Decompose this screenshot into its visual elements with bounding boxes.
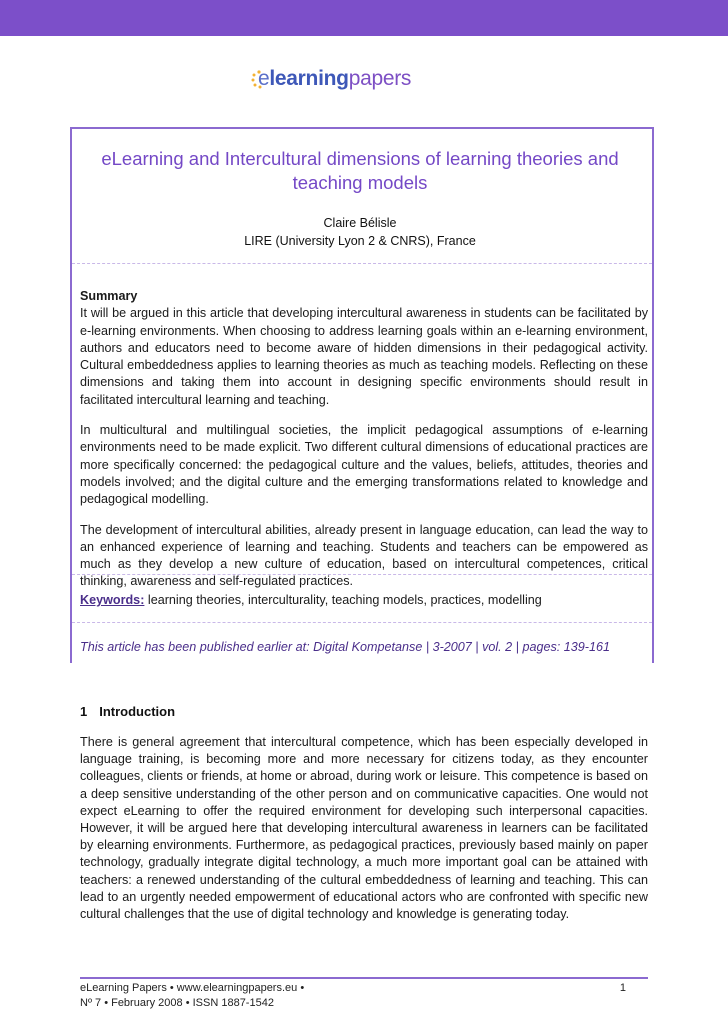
keywords-text: learning theories, interculturality, teaching models, practices, modelling (144, 593, 542, 607)
footer-divider (80, 977, 648, 979)
footer-line-2: Nº 7 • February 2008 • ISSN 1887-1542 (80, 997, 274, 1009)
section-number: 1 (80, 704, 88, 719)
keywords-label: Keywords: (80, 593, 145, 607)
footer-line-1: eLearning Papers • www.elearningpapers.eu • (80, 982, 305, 994)
author-affiliation: LIRE (University Lyon 2 & CNRS), France (244, 234, 476, 248)
divider (72, 622, 652, 623)
author-name: Claire Bélisle (323, 216, 397, 230)
summary-heading: Summary (80, 289, 138, 303)
summary-paragraph: It will be argued in this article that developing intercultural awareness in students can be facilitated by e-learning environments. When choosing to address learning goals within an e-learning environment, authors and educators need to become aware of hidden dimensions in their pedagogical activity. Cultural embeddedness applies to learning theories as much as teaching models. Reflecting on these dimensions and taking them into account in designing specific environments should result in facilitated intercultural learning and teaching. (80, 306, 648, 407)
header-bar (0, 0, 728, 36)
section-title: Introduction (99, 704, 176, 719)
section-heading (80, 704, 175, 719)
divider (72, 263, 652, 264)
article-title: eLearning and Intercultural dimensions of learning theories and teaching models (101, 148, 619, 193)
section-body: There is general agreement that intercultural competence, which has been especially developed in language training, is becoming more and more necessary for citizens today, as they encounter colleagues, clients or friends, at home or abroad, during work or leisure. This competence is based on a deep sensitive understanding of the other person and on communicative capacities. One would not expect eLearning to offer the required environment for developing such interpersonal capacities. However, it will be argued here that developing intercultural awareness in learners can be facilitated by elearning environments. Furthermore, as pedagogical practices, previously based mainly on paper technology, gradually integrate digital technology, a much more important goal can be attained with teachers: a renewed understanding of the cultural embeddedness of learning and teaching. This can lead to an urgently needed empowerment of educational actors who are confronted with specific new cultural challenges that the use of digital technology and knowledge is generating today. (80, 735, 648, 922)
summary-section (80, 288, 648, 604)
page-number: 1 (619, 982, 626, 994)
page-footer (80, 981, 648, 1011)
summary-paragraph: In multicultural and multilingual societies, the implicit pedagogical assumptions of e-learning environments need to be made explicit. Two different cultural dimensions of educational practices are more specifically concerned: the pedagogical culture and the values, beliefs, attitudes, theories and models involved; and the digital culture and the emerging transformations related to knowledge and pedagogical modelling. (80, 423, 648, 507)
keywords-line (80, 592, 648, 609)
elearningpapers-logo: elearningpapers (258, 67, 412, 90)
published-note: This article has been published earlier at: Digital Kompetanse | 3-2007 | vol. 2 | pages: 139-161 (80, 640, 610, 654)
summary-paragraph: The development of intercultural abilities, already present in language education, can lead the way to an enhanced experience of learning and teaching. Students and teachers can be empowered as much as they develop a new culture of education, based on intercultural competences, critical thinking, awareness and self-regulated practices. (80, 522, 648, 589)
author-block (80, 214, 640, 250)
